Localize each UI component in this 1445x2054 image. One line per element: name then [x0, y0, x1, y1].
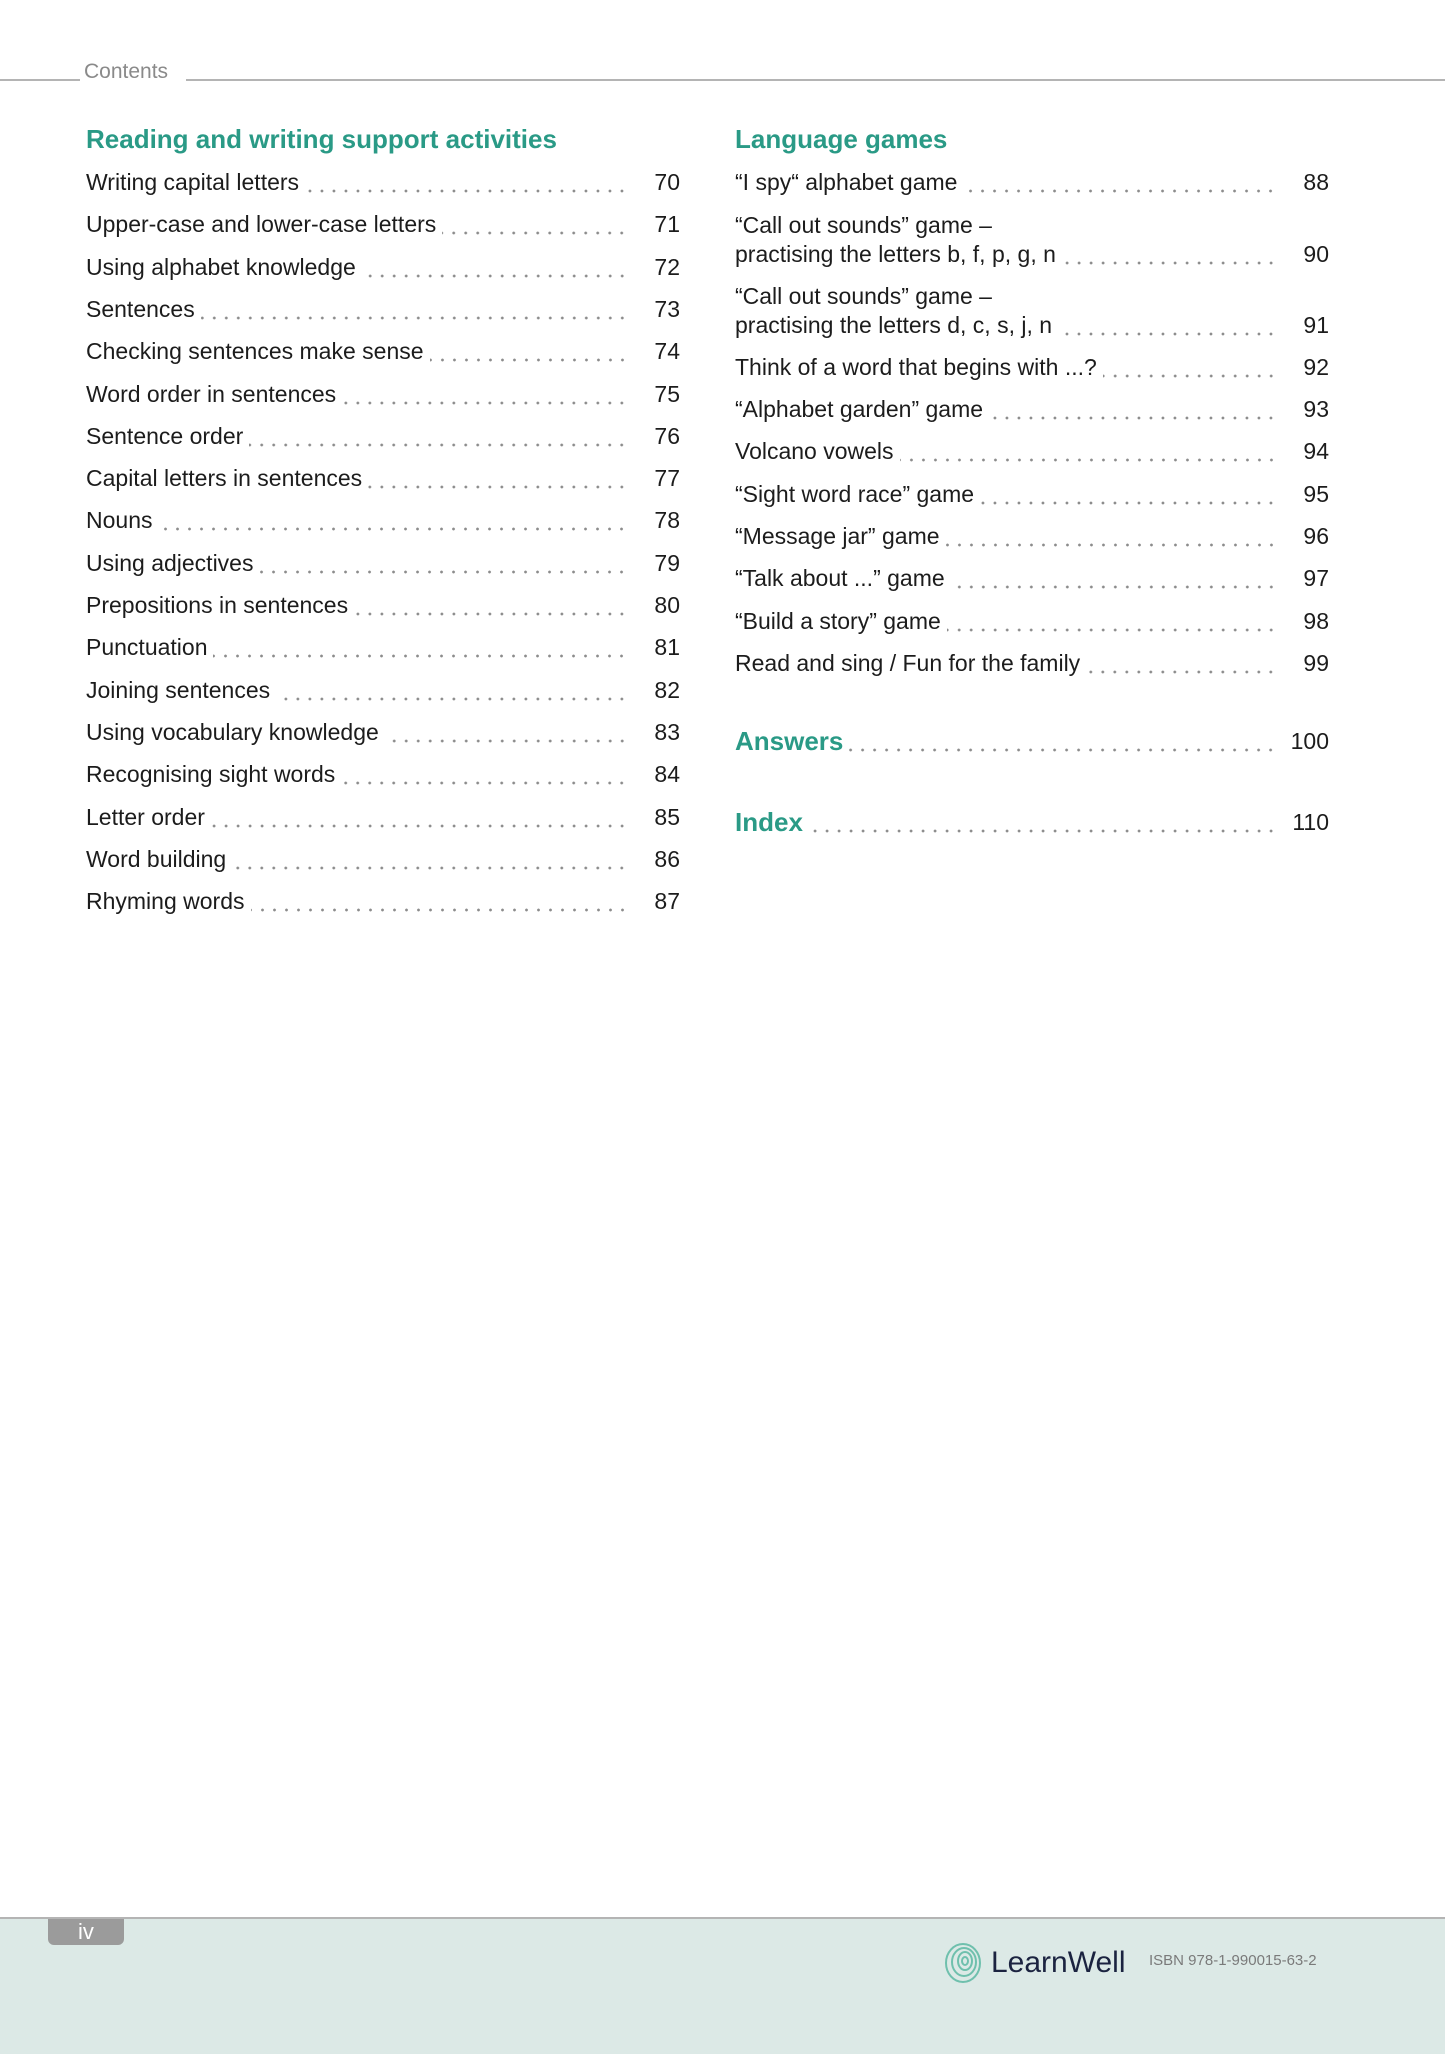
- toc-entry[interactable]: [86, 718, 680, 747]
- dot-leader: [980, 480, 1277, 509]
- toc-entry-page: 93: [1303, 396, 1329, 422]
- toc-entry[interactable]: [86, 591, 680, 620]
- dot-leader: [947, 607, 1277, 636]
- toc-entry[interactable]: [735, 437, 1329, 466]
- toc-entry-page: 71: [654, 211, 680, 238]
- toc-entry-title: Index: [735, 807, 803, 837]
- isbn: ISBN 978-1-990015-63-2: [1149, 1952, 1317, 1969]
- toc-entry-title: Read and sing / Fun for the family: [735, 650, 1081, 676]
- toc-entry[interactable]: [86, 210, 680, 239]
- toc-entry[interactable]: [86, 887, 680, 916]
- toc-entry-title: Answers: [735, 726, 844, 756]
- dot-leader: [354, 591, 628, 620]
- section-heading: Language games: [735, 124, 948, 154]
- toc-entry-page: 77: [654, 465, 680, 492]
- dot-leader: [368, 464, 628, 493]
- toc-entry[interactable]: [735, 353, 1329, 382]
- toc-entry[interactable]: [86, 845, 680, 874]
- toc-entry-title: Word building: [86, 845, 227, 872]
- toc-entry-title: Think of a word that begins with ...?: [735, 354, 1097, 380]
- dot-leader: [276, 676, 628, 705]
- toc-entry-title: Checking sentences make sense: [86, 338, 424, 365]
- dot-leader: [259, 549, 628, 578]
- toc-entry-title: Writing capital letters: [86, 169, 300, 195]
- toc-entry-title: Rhyming words: [86, 888, 245, 915]
- toc-entry-page: 90: [1303, 241, 1329, 267]
- toc-entry[interactable]: [735, 808, 1329, 837]
- dot-leader: [946, 522, 1277, 551]
- toc-entry-page: 85: [654, 803, 680, 830]
- dot-leader: [900, 437, 1277, 466]
- dot-leader: [989, 395, 1277, 424]
- toc-entry[interactable]: [86, 506, 680, 535]
- toc-entry-title: Capital letters in sentences: [86, 465, 363, 492]
- dot-leader: [1086, 649, 1277, 678]
- toc-entry-page: 94: [1303, 438, 1329, 464]
- toc-entry-title: “Alphabet garden” game: [735, 396, 984, 422]
- dot-leader: [1058, 311, 1277, 340]
- toc-entry-page: 82: [654, 676, 680, 703]
- dot-leader: [385, 718, 628, 747]
- dot-leader: [809, 808, 1277, 837]
- toc-entry[interactable]: [735, 395, 1329, 424]
- dot-leader: [249, 422, 628, 451]
- toc-entry-title: Using vocabulary knowledge: [86, 718, 379, 745]
- toc-entry-title: Upper-case and lower-case letters: [86, 211, 437, 238]
- toc-entry[interactable]: [735, 564, 1329, 593]
- dot-leader: [1062, 240, 1277, 269]
- toc-entry[interactable]: [86, 422, 680, 451]
- spiral-icon: [943, 1942, 983, 1984]
- toc-entry[interactable]: [735, 168, 1329, 197]
- toc-entry[interactable]: [86, 464, 680, 493]
- toc-entry-title: “Talk about ...” game: [735, 565, 945, 591]
- toc-entry[interactable]: [735, 607, 1329, 636]
- section-heading: Reading and writing support activities: [86, 124, 557, 154]
- toc-entry-page: 83: [654, 718, 680, 745]
- dot-leader: [213, 633, 628, 662]
- toc-entry-page: 96: [1303, 523, 1329, 549]
- toc-entry-page: 75: [654, 380, 680, 407]
- dot-leader: [251, 887, 629, 916]
- dot-leader: [1103, 353, 1277, 382]
- toc-entry-page: 97: [1303, 565, 1329, 591]
- dot-leader: [341, 760, 628, 789]
- toc-entry-page: 76: [654, 422, 680, 449]
- toc-entry-page: 86: [654, 845, 680, 872]
- page-number: iv: [48, 1919, 124, 1945]
- dot-leader: [201, 295, 628, 324]
- brand-name: LearnWell: [991, 1946, 1126, 1979]
- toc-entry-title: Sentences: [86, 295, 195, 322]
- toc-entry-page: 72: [654, 253, 680, 280]
- toc-entry[interactable]: [86, 295, 680, 324]
- toc-entry-page: 99: [1303, 650, 1329, 676]
- dot-leader: [430, 337, 628, 366]
- toc-entry-page: 74: [654, 338, 680, 365]
- toc-entry-page: 80: [654, 592, 680, 618]
- dot-leader: [362, 253, 628, 282]
- toc-entry-page: 91: [1303, 312, 1329, 338]
- toc-entry[interactable]: [735, 522, 1329, 551]
- toc-entry-title: Letter order: [86, 803, 205, 830]
- toc-entry-page: 73: [654, 295, 680, 322]
- dot-leader: [232, 845, 628, 874]
- toc-entry[interactable]: [86, 633, 680, 662]
- toc-entry-page: 88: [1303, 169, 1329, 195]
- toc-entry[interactable]: [86, 803, 680, 832]
- toc-entry-page: 87: [654, 888, 680, 915]
- toc-entry-page: 70: [654, 169, 680, 195]
- toc-entry-title: Punctuation: [86, 634, 208, 661]
- toc-entry-title: “Call out sounds” game – practising the letters b, f, p, g, n: [735, 212, 1056, 267]
- toc-entry-title: Word order in sentences: [86, 380, 337, 407]
- toc-entry-page: 84: [654, 761, 680, 788]
- toc-entry-page: 95: [1303, 481, 1329, 507]
- toc-entry-title: “Sight word race” game: [735, 481, 975, 507]
- toc-entry[interactable]: [86, 760, 680, 789]
- dot-leader: [951, 564, 1277, 593]
- toc-entry[interactable]: [735, 480, 1329, 509]
- toc-entry-title: “Call out sounds” game – practising the letters d, c, s, j, n: [735, 283, 1053, 338]
- toc-entry[interactable]: [86, 549, 680, 578]
- dot-leader: [305, 168, 628, 197]
- toc-entry[interactable]: [735, 727, 1329, 756]
- toc-entry-title: Sentence order: [86, 422, 244, 449]
- dot-leader: [963, 168, 1277, 197]
- learnwell-logo: [943, 1942, 1126, 1984]
- header-rule: [0, 79, 80, 81]
- toc-entry-title: “Message jar” game: [735, 523, 940, 549]
- toc-entry-page: 92: [1303, 354, 1329, 380]
- header-rule: [186, 79, 1445, 81]
- toc-entry[interactable]: [86, 253, 680, 282]
- dot-leader: [442, 210, 628, 239]
- footer-band: [0, 1917, 1445, 2054]
- toc-entry[interactable]: [86, 337, 680, 366]
- dot-leader: [849, 727, 1277, 756]
- toc-entry-title: Joining sentences: [86, 676, 271, 703]
- toc-entry[interactable]: [86, 168, 680, 197]
- toc-entry[interactable]: [86, 380, 680, 409]
- dot-leader: [211, 803, 628, 832]
- toc-entry[interactable]: [86, 676, 680, 705]
- toc-entry-page: 81: [654, 634, 680, 661]
- toc-entry-title: Using adjectives: [86, 549, 254, 576]
- toc-entry-title: “I spy“ alphabet game: [735, 169, 958, 195]
- toc-entry-title: Recognising sight words: [86, 761, 336, 788]
- toc-entry-title: “Build a story” game: [735, 608, 941, 634]
- toc-entry-page: 98: [1303, 608, 1329, 634]
- toc-entry-page: 100: [1290, 728, 1329, 754]
- running-header: Contents: [84, 60, 169, 83]
- toc-entry-page: 79: [654, 549, 680, 576]
- toc-entry[interactable]: [735, 649, 1329, 678]
- toc-entry-title: Nouns: [86, 507, 153, 534]
- toc-entry-title: Volcano vowels: [735, 438, 894, 464]
- toc-entry[interactable]: [735, 211, 1329, 269]
- toc-entry[interactable]: [735, 282, 1329, 340]
- toc-entry-page: 110: [1292, 809, 1329, 835]
- toc-entry-title: Using alphabet knowledge: [86, 253, 356, 280]
- toc-entry-page: 78: [654, 507, 680, 534]
- toc-entry-title: Prepositions in sentences: [86, 592, 349, 618]
- dot-leader: [342, 380, 628, 409]
- dot-leader: [158, 506, 628, 535]
